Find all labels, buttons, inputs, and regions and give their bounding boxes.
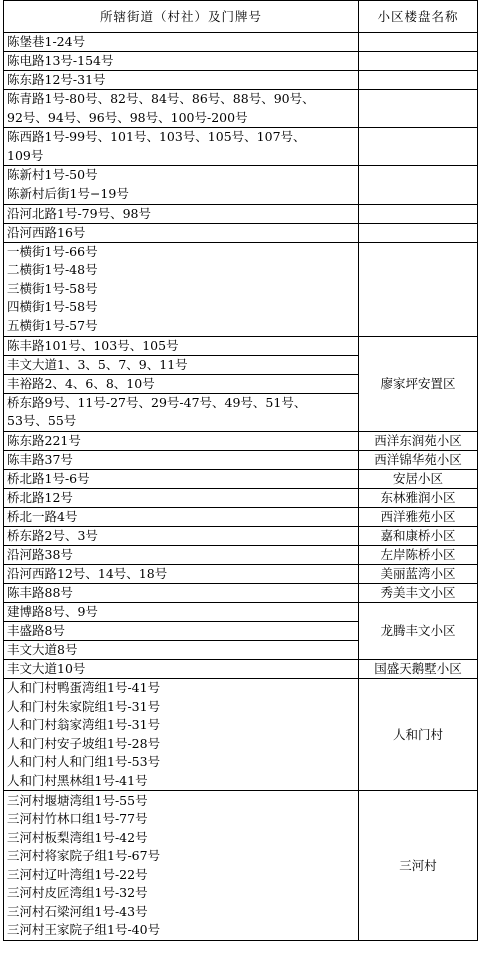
address-line: 陈新村1号-50号: [7, 167, 98, 183]
table-body: [4, 33, 478, 941]
address-line: 桥北一路4号: [7, 508, 78, 524]
address-cell: [4, 659, 359, 678]
table-row: [4, 166, 478, 204]
address-line: 陈电路13号-154号: [7, 53, 114, 68]
address-line: 桥东路2号、3号: [7, 527, 98, 543]
table-row: [4, 33, 478, 52]
address-cell: [4, 640, 359, 659]
header-address: 所辖街道（村社）及门牌号: [4, 1, 359, 33]
address-cell: [4, 336, 359, 355]
address-line: 丰裕路2、4、6、8、10号: [7, 375, 155, 391]
address-line: 桥北路12号: [7, 489, 73, 505]
community-cell: [359, 52, 478, 71]
header-row: [4, 1, 478, 33]
table-row: [4, 71, 478, 90]
address-line: 人和门村人和门组1号-53号: [7, 754, 161, 770]
address-line: 沿河西路12号、14号、18号: [7, 565, 168, 581]
table-row: [4, 204, 478, 223]
address-line: 四横街1号-58号: [7, 299, 98, 315]
table-row: [4, 526, 478, 545]
address-cell: [4, 128, 359, 166]
address-cell: [4, 242, 359, 336]
address-line: 陈西路1号-99号、101号、103号、105号、107号、: [7, 129, 306, 145]
address-cell: [4, 545, 359, 564]
address-line: 53号、55号: [7, 413, 77, 429]
table-row: [4, 469, 478, 488]
table-row: [4, 659, 478, 678]
address-line: 建博路8号、9号: [7, 603, 98, 619]
address-cell: [4, 431, 359, 450]
address-line: 陈堡巷1-24号: [7, 34, 86, 49]
address-line: 人和门村朱家院组1号-31号: [7, 698, 161, 714]
table-row: [4, 545, 478, 564]
address-line: 109号: [7, 147, 44, 163]
community-cell: [359, 223, 478, 242]
address-line: 丰盛路8号: [7, 622, 65, 638]
table-row: [4, 602, 478, 621]
table-row: [4, 431, 478, 450]
address-cell: [4, 791, 359, 941]
community-cell: 安居小区: [359, 469, 478, 488]
table-row: [4, 791, 478, 941]
address-line: 人和门村鸭蛋湾组1号-41号: [7, 680, 161, 696]
table-row: [4, 336, 478, 355]
table-row: [4, 223, 478, 242]
address-cell: [4, 526, 359, 545]
address-line: 沿河路38号: [7, 546, 73, 562]
address-line: 陈丰路37号: [7, 451, 73, 467]
community-cell: 三河村: [359, 791, 478, 941]
address-line: 三河村王家院子组1号-40号: [7, 922, 161, 938]
address-table: [3, 0, 478, 941]
table-row: [4, 242, 478, 336]
table-row: [4, 564, 478, 583]
address-line: 丰文大道1、3、5、7、9、11号: [7, 356, 188, 372]
community-cell: 嘉和康桥小区: [359, 526, 478, 545]
address-cell: [4, 71, 359, 90]
address-line: 沿河北路1号-79号、98号: [7, 205, 151, 221]
address-cell: [4, 488, 359, 507]
address-line: 三河村将家院子组1号-67号: [7, 848, 161, 864]
community-cell: 西洋东润苑小区: [359, 431, 478, 450]
address-cell: [4, 204, 359, 223]
table-row: [4, 488, 478, 507]
address-cell: [4, 621, 359, 640]
community-cell: [359, 166, 478, 204]
community-cell: 西洋雅苑小区: [359, 507, 478, 526]
table-row: [4, 90, 478, 128]
header-community: 小区楼盘名称: [359, 1, 478, 33]
address-cell: [4, 223, 359, 242]
address-cell: [4, 90, 359, 128]
table-row: [4, 583, 478, 602]
address-line: 一横街1号-66号: [7, 243, 98, 259]
address-line: 沿河西路16号: [7, 224, 86, 240]
community-cell: [359, 33, 478, 52]
address-line: 人和门村安子坡组1号-28号: [7, 735, 161, 751]
address-cell: [4, 678, 359, 791]
table-row: [4, 450, 478, 469]
address-cell: [4, 355, 359, 374]
address-line: 三河村皮匠湾组1号-32号: [7, 885, 148, 901]
community-cell: [359, 128, 478, 166]
community-cell: [359, 90, 478, 128]
community-cell: [359, 71, 478, 90]
table-row: [4, 678, 478, 791]
address-line: 三河村堰塘湾组1号-55号: [7, 792, 148, 808]
address-cell: [4, 374, 359, 393]
address-cell: [4, 33, 359, 52]
address-line: 桥东路9号、11号-27号、29号-47号、49号、51号、: [7, 394, 307, 410]
address-cell: [4, 450, 359, 469]
table-row: [4, 52, 478, 71]
address-line: 二横街1号-48号: [7, 262, 98, 278]
community-cell: 国盛天鹅墅小区: [359, 659, 478, 678]
address-cell: [4, 393, 359, 431]
address-cell: [4, 602, 359, 621]
address-line: 陈丰路88号: [7, 584, 73, 600]
table-row: [4, 128, 478, 166]
address-cell: [4, 469, 359, 488]
community-cell-merged: 廖家坪安置区: [359, 336, 478, 431]
address-line: 陈丰路101号、103号、105号: [7, 337, 179, 353]
address-line: 陈青路1号-80号、82号、84号、86号、88号、90号、: [7, 91, 315, 107]
address-line: 丰文大道10号: [7, 660, 86, 676]
address-cell: [4, 52, 359, 71]
address-line: 三河村辽叶湾组1号-22号: [7, 866, 148, 882]
address-line: 三河村竹林口组1号-77号: [7, 811, 148, 827]
community-cell: 人和门村: [359, 678, 478, 791]
community-cell: [359, 242, 478, 336]
address-cell: [4, 507, 359, 526]
community-cell-merged: 龙腾丰文小区: [359, 602, 478, 659]
address-line: 三河村板梨湾组1号-42号: [7, 829, 148, 845]
community-cell: 西洋锦华苑小区: [359, 450, 478, 469]
address-cell: [4, 583, 359, 602]
address-line: 陈新村后街1号−19号: [7, 185, 129, 201]
address-line: 丰文大道8号: [7, 641, 78, 657]
address-line: 人和门村翁家湾组1号-31号: [7, 717, 161, 733]
address-line: 陈东路12号-31号: [7, 72, 106, 87]
address-line: 92号、94号、96号、98号、100号-200号: [7, 109, 248, 125]
community-cell: 东林雅润小区: [359, 488, 478, 507]
community-cell: 左岸陈桥小区: [359, 545, 478, 564]
address-line: 三横街1号-58号: [7, 280, 98, 296]
community-cell: 美丽蓝湾小区: [359, 564, 478, 583]
address-line: 陈东路221号: [7, 432, 81, 448]
address-line: 桥北路1号-6号: [7, 470, 90, 486]
community-cell: 秀美丰文小区: [359, 583, 478, 602]
address-line: 五横街1号-57号: [7, 317, 98, 333]
address-cell: [4, 564, 359, 583]
address-line: 人和门村黑林组1号-41号: [7, 772, 148, 788]
table-row: [4, 507, 478, 526]
community-cell: [359, 204, 478, 223]
address-cell: [4, 166, 359, 204]
address-line: 三河村石梁河组1号-43号: [7, 903, 148, 919]
